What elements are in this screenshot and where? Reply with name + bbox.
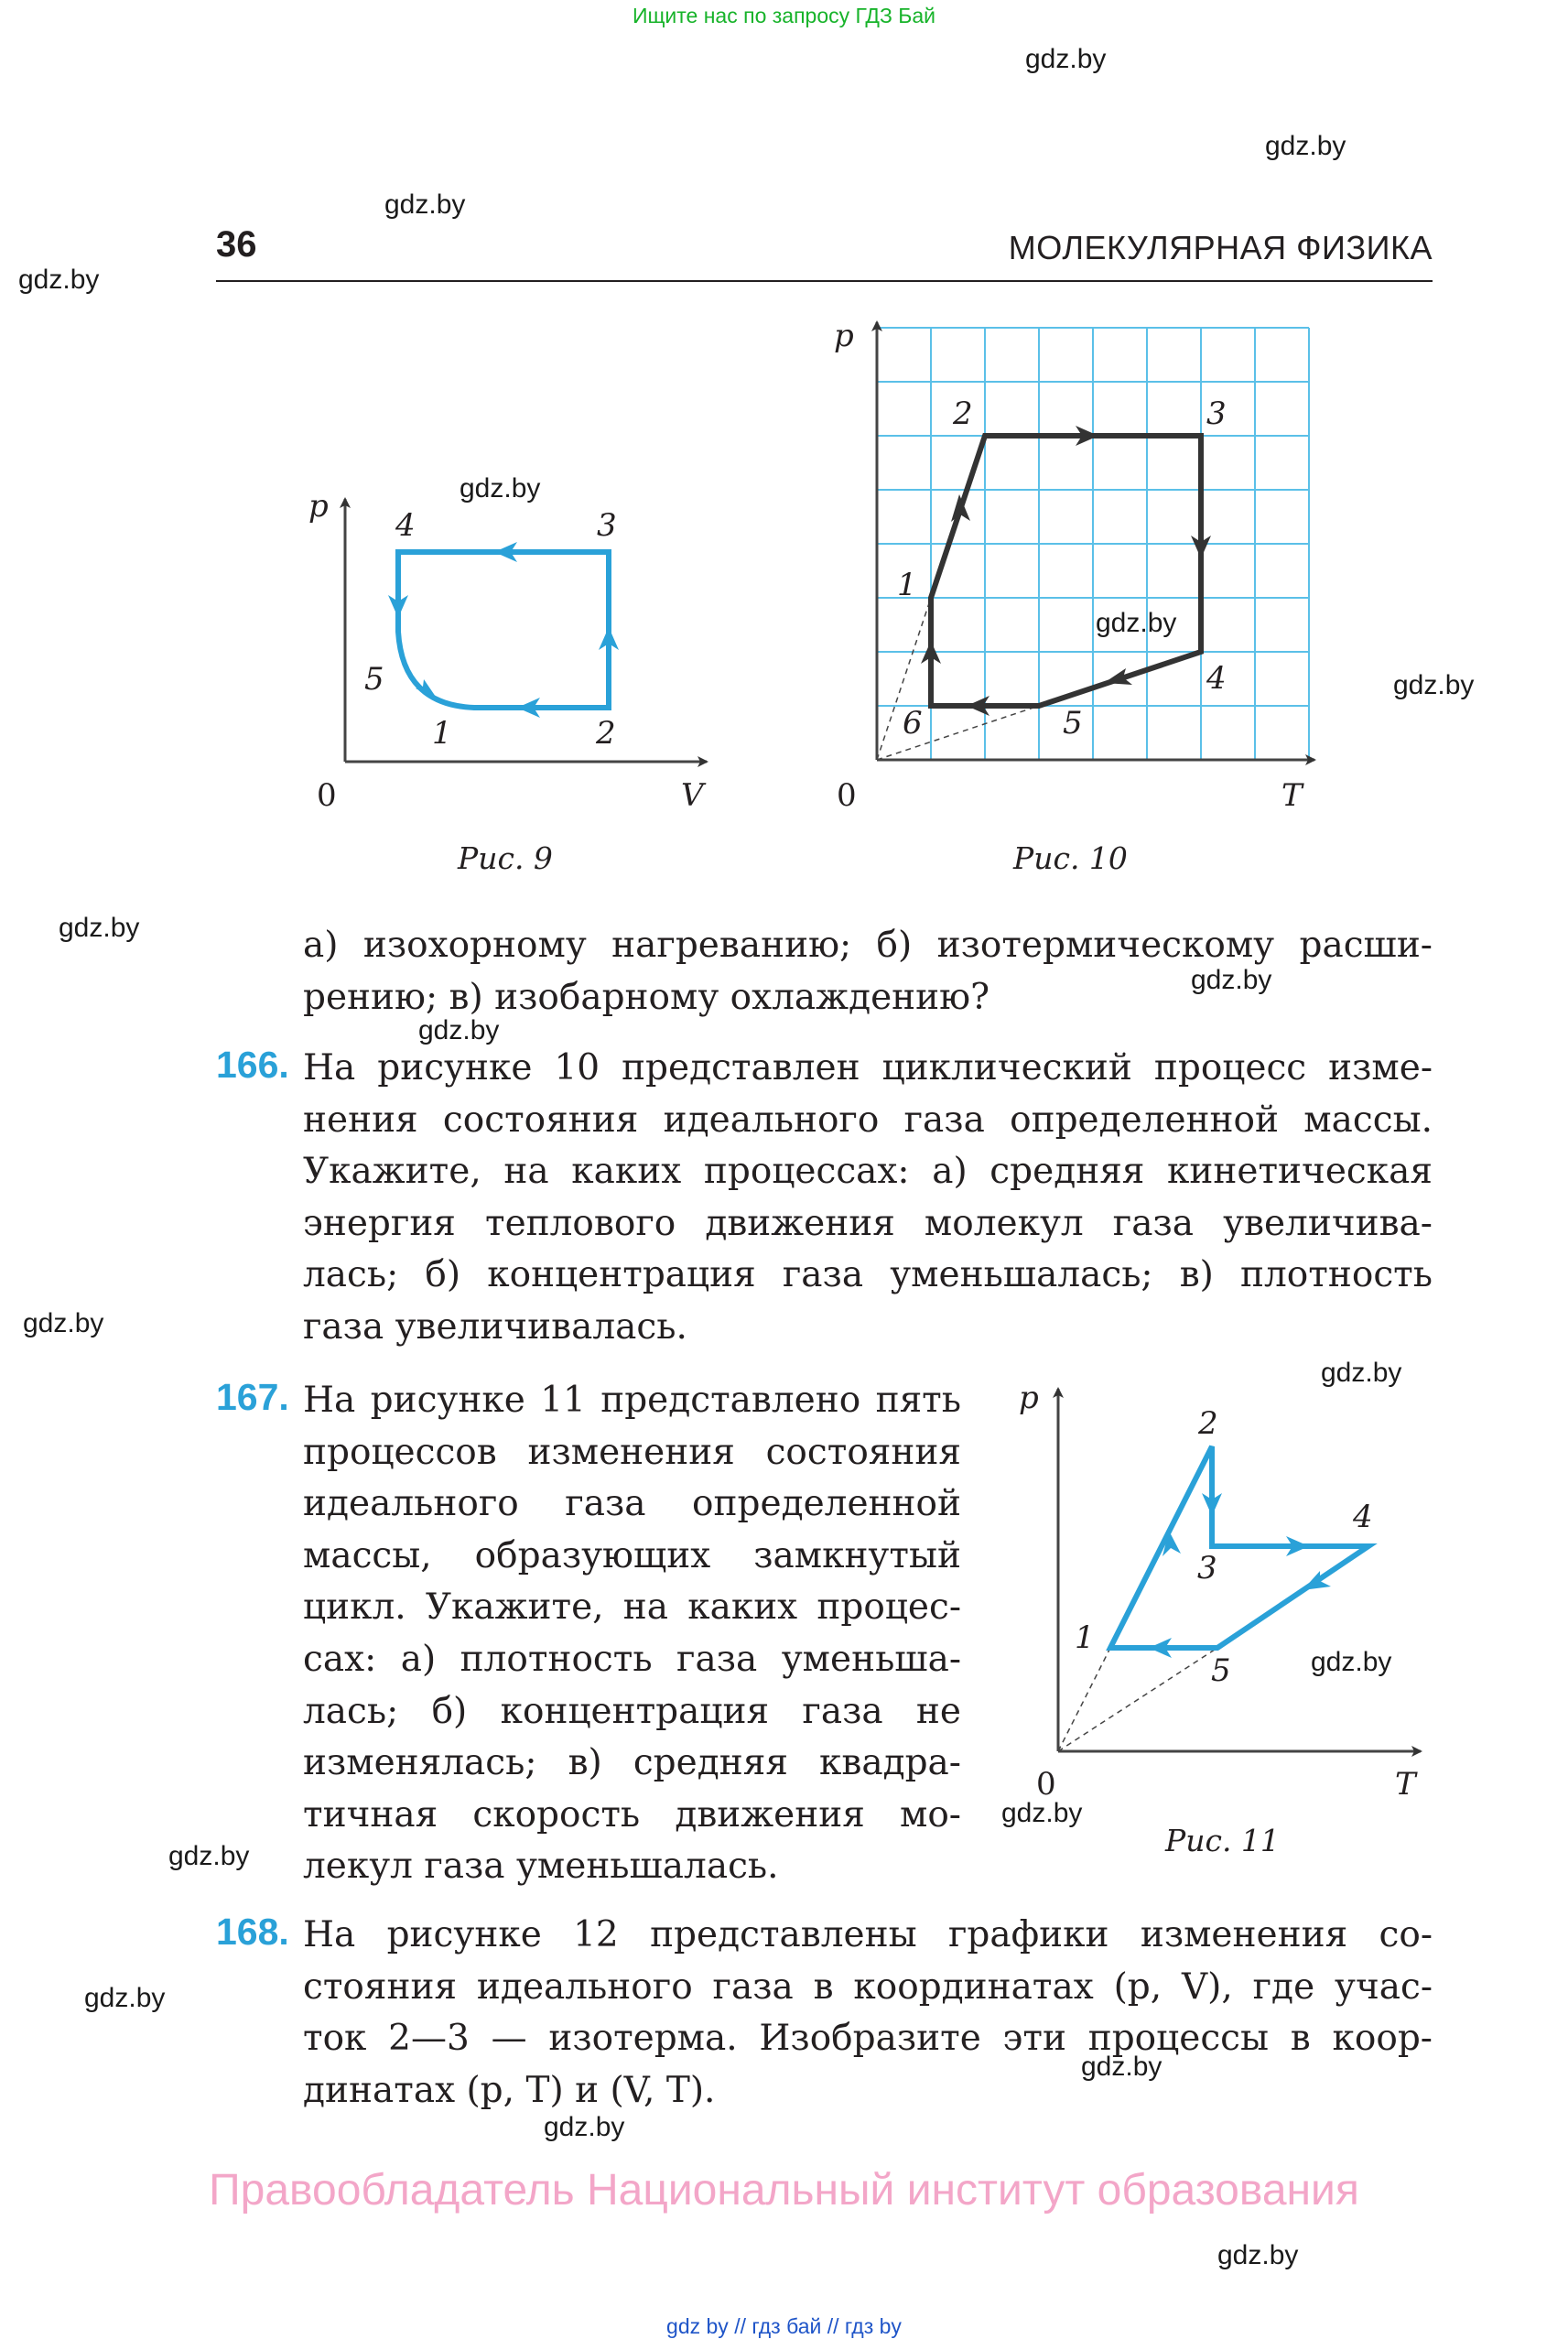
figure-11-caption: Рис. 11 bbox=[1165, 1823, 1280, 1858]
watermark: gdz.by bbox=[1217, 2240, 1299, 2270]
point-label-2: 2 bbox=[596, 715, 616, 752]
dashed-line-5 bbox=[1058, 1648, 1217, 1751]
search-hint-link[interactable]: Ищите нас по запросу ГДЗ Бай bbox=[632, 4, 936, 27]
header-rule bbox=[216, 280, 1433, 282]
figure-10-caption: Рис. 10 bbox=[1013, 840, 1128, 876]
problem-167-text bbox=[303, 1375, 961, 1893]
watermark: gdz.by bbox=[18, 265, 100, 295]
point-label-3: 3 bbox=[1197, 1550, 1217, 1587]
origin-label: 0 bbox=[317, 777, 337, 814]
point-label-1: 1 bbox=[432, 715, 452, 752]
footer-links[interactable]: gdz by // гдз бай // гдз by bbox=[666, 2314, 902, 2338]
watermark: gdz.by bbox=[1081, 2052, 1162, 2082]
point-label-2: 2 bbox=[1198, 1405, 1218, 1442]
text-line: лекул газа уменьшалась. bbox=[303, 1846, 779, 1888]
text-line: стояния идеального газа в координатах (p, V), где учас- bbox=[303, 1966, 1433, 2008]
watermark: gdz.by bbox=[460, 473, 541, 504]
dashed-line-5 bbox=[877, 706, 1039, 760]
text-line: а) изохорному нагреванию; б) изотермическому расши- bbox=[303, 925, 1433, 966]
watermark: gdz.by bbox=[59, 913, 140, 943]
watermark: gdz.by bbox=[1096, 608, 1177, 638]
point-label-5: 5 bbox=[1063, 705, 1083, 742]
grid bbox=[877, 328, 1309, 760]
axis-label-p: p bbox=[308, 488, 329, 525]
text-line: идеального газа определенной bbox=[303, 1483, 961, 1525]
watermark: gdz.by bbox=[384, 190, 466, 220]
point-label-1: 1 bbox=[897, 567, 917, 603]
arrow-1-2 bbox=[951, 494, 970, 522]
axis-label-p: p bbox=[834, 318, 854, 354]
cycle-path bbox=[1110, 1446, 1368, 1648]
figure-9-caption: Рис. 9 bbox=[458, 840, 553, 876]
figure-9-diagram bbox=[293, 476, 723, 824]
text-line: энергия теплового движения молекул газа увеличива- bbox=[303, 1202, 1433, 1244]
text-line: газа увеличивалась. bbox=[303, 1305, 687, 1348]
text-line: цикл. Укажите, на каких процес- bbox=[303, 1587, 961, 1629]
point-label-1: 1 bbox=[1075, 1619, 1095, 1656]
text-line: На рисунке 11 представлено пять bbox=[303, 1380, 961, 1421]
origin-label: 0 bbox=[837, 777, 857, 814]
text-line: Укажите, на каких процессах: а) средняя кинетическая bbox=[303, 1151, 1433, 1193]
point-label-3: 3 bbox=[1206, 395, 1227, 432]
watermark: gdz.by bbox=[1311, 1647, 1392, 1677]
text-line: тичная скорость движения мо- bbox=[303, 1793, 961, 1836]
text-line: процессов изменения состояния bbox=[303, 1431, 961, 1473]
problem-166-text bbox=[303, 1043, 1433, 1354]
watermark: gdz.by bbox=[544, 2112, 625, 2142]
copyright-holder: Правообладатель Национальный институт образования bbox=[209, 2166, 1359, 2215]
text-line: лась; б) концентрация газа уменьшалась; в) плотность bbox=[303, 1254, 1433, 1296]
axis-label-t: T bbox=[1395, 1766, 1416, 1803]
figure-11-diagram bbox=[998, 1364, 1437, 1803]
problem-number-166: 166. bbox=[216, 1044, 289, 1086]
watermark: gdz.by bbox=[1265, 131, 1346, 161]
point-label-3: 3 bbox=[597, 507, 617, 544]
point-label-4: 4 bbox=[1353, 1499, 1373, 1535]
text-line: массы, образующих замкнутый bbox=[303, 1534, 961, 1576]
text-line: лась; б) концентрация газа не bbox=[303, 1690, 961, 1732]
watermark: gdz.by bbox=[1393, 670, 1475, 700]
text-line: На рисунке 10 представлен циклический процесс изме- bbox=[303, 1047, 1433, 1088]
paragraph-165-continuation bbox=[303, 920, 1433, 1023]
watermark: gdz.by bbox=[1321, 1358, 1402, 1388]
origin-label: 0 bbox=[1036, 1766, 1056, 1803]
watermark: gdz.by bbox=[84, 1983, 166, 2013]
watermark: gdz.by bbox=[418, 1015, 500, 1045]
point-label-4: 4 bbox=[395, 507, 416, 544]
cycle-path bbox=[398, 552, 609, 708]
watermark: gdz.by bbox=[168, 1841, 250, 1871]
text-line: сах: а) плотность газа уменьша- bbox=[303, 1638, 961, 1680]
problem-number-167: 167. bbox=[216, 1376, 289, 1418]
axis-label-t: T bbox=[1281, 777, 1303, 814]
text-line: динатах (p, T) и (V, T). bbox=[303, 2069, 716, 2111]
text-line: На рисунке 12 представлены графики изменения со- bbox=[303, 1914, 1433, 1955]
point-label-4: 4 bbox=[1206, 660, 1227, 697]
text-line: ток 2—3 — изотерма. Изобразите эти процессы в коор- bbox=[303, 2018, 1433, 2060]
point-label-5: 5 bbox=[1211, 1652, 1231, 1689]
page-number: 36 bbox=[216, 224, 257, 265]
text-line: рению; в) изобарному охлаждению? bbox=[303, 976, 990, 1018]
point-label-6: 6 bbox=[903, 705, 923, 742]
point-label-5: 5 bbox=[364, 661, 384, 698]
cycle-path bbox=[931, 436, 1201, 706]
problem-number-168: 168. bbox=[216, 1911, 289, 1953]
section-title: МОЛЕКУЛЯРНАЯ ФИЗИКА bbox=[1008, 229, 1433, 266]
watermark: gdz.by bbox=[1001, 1798, 1083, 1828]
watermark: gdz.by bbox=[23, 1308, 104, 1338]
watermark: gdz.by bbox=[1025, 44, 1107, 74]
problem-168-text bbox=[303, 1910, 1433, 2117]
axis-label-p: p bbox=[1019, 1380, 1039, 1416]
watermark: gdz.by bbox=[1191, 965, 1272, 995]
text-line: нения состояния идеального газа определенной массы. bbox=[303, 1099, 1433, 1141]
point-label-2: 2 bbox=[953, 395, 973, 432]
text-line: изменялась; в) средняя квадра- bbox=[303, 1742, 961, 1784]
dashed-line-1 bbox=[1058, 1648, 1110, 1751]
figure-10-diagram bbox=[824, 311, 1336, 824]
axis-label-v: V bbox=[681, 777, 704, 814]
